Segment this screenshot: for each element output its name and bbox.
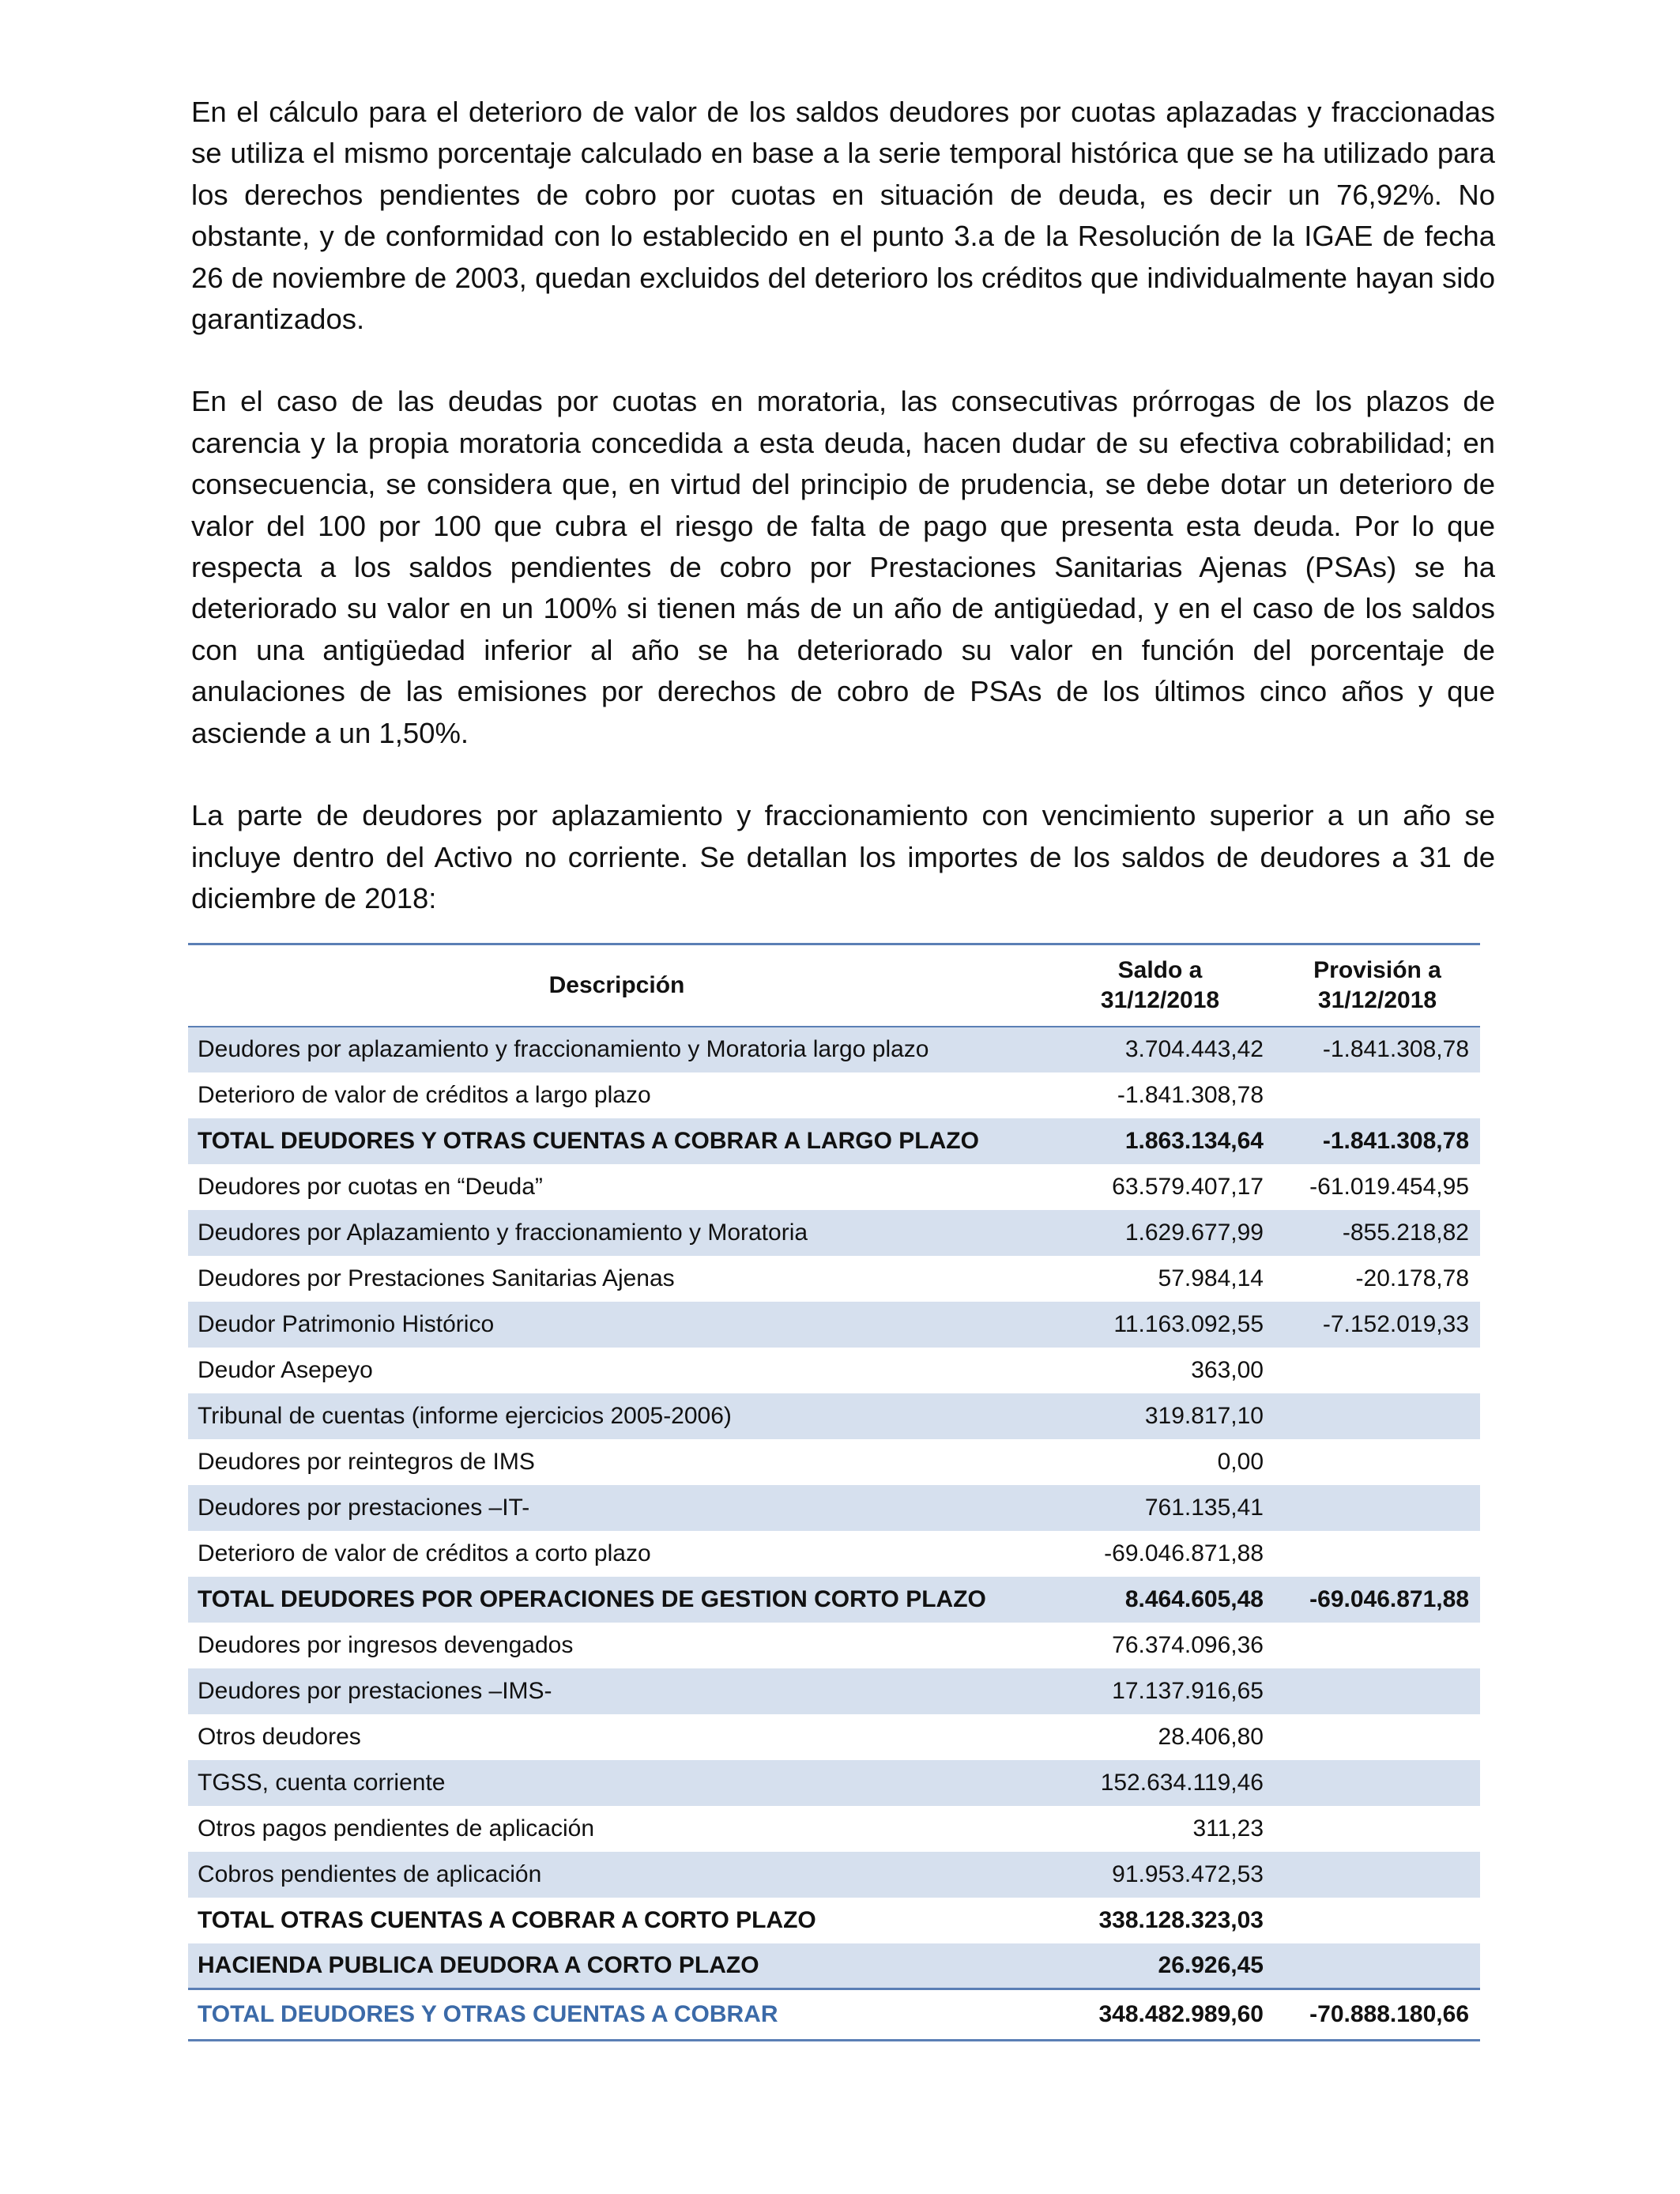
table-body (188, 1027, 1480, 2041)
cell-desc: Deudores por aplazamiento y fraccionamiento y Moratoria largo plazo (188, 1027, 1045, 1072)
cell-provision: -1.841.308,78 (1275, 1027, 1480, 1072)
cell-saldo: 8.464.605,48 (1045, 1577, 1275, 1623)
header-saldo-line2: 31/12/2018 (1100, 986, 1220, 1013)
cell-provision (1275, 1485, 1480, 1531)
cell-desc: Tribunal de cuentas (informe ejercicios 2005-2006) (188, 1393, 1045, 1439)
cell-desc: TOTAL DEUDORES Y OTRAS CUENTAS A COBRAR A LARGO PLAZO (188, 1118, 1045, 1164)
cell-provision (1275, 1760, 1480, 1806)
header-provision (1275, 944, 1480, 1027)
cell-desc: TOTAL DEUDORES Y OTRAS CUENTAS A COBRAR (188, 1989, 1045, 2041)
table-row (188, 1898, 1480, 1943)
cell-provision (1275, 1439, 1480, 1485)
cell-saldo: 91.953.472,53 (1045, 1852, 1275, 1898)
cell-provision: -1.841.308,78 (1275, 1118, 1480, 1164)
table-row (188, 1118, 1480, 1164)
cell-desc: Deudores por ingresos devengados (198, 1631, 574, 1658)
cell-provision: -7.152.019,33 (1275, 1302, 1480, 1348)
table-row (188, 1760, 1480, 1806)
cell-provision (1275, 1348, 1480, 1393)
cell-provision (1275, 1531, 1480, 1577)
cell-provision (1275, 1852, 1480, 1898)
table-row (188, 1164, 1480, 1210)
header-saldo (1045, 944, 1275, 1027)
cell-saldo: 28.406,80 (1158, 1723, 1264, 1750)
cell-provision (1275, 1393, 1480, 1439)
cell-saldo: 761.135,41 (1045, 1485, 1275, 1531)
cell-provision (1275, 1668, 1480, 1714)
cell-saldo: 0,00 (1217, 1448, 1264, 1475)
table-row (188, 1852, 1480, 1898)
cell-desc: Deudores por Prestaciones Sanitarias Ajenas (198, 1265, 675, 1291)
table-row (188, 1393, 1480, 1439)
cell-desc: Deudores por reintegros de IMS (198, 1448, 535, 1475)
cell-provision (1275, 1806, 1480, 1852)
table-row (188, 1302, 1480, 1348)
cell-desc: Deudor Asepeyo (198, 1356, 373, 1383)
debtors-table (188, 943, 1480, 2041)
table-row (188, 1668, 1480, 1714)
table-header-row (188, 944, 1480, 1027)
paragraph-2: En el caso de las deudas por cuotas en moratoria, las consecutivas prórrogas de los plazos de carencia y la propia moratoria concedida a esta deuda, hacen dudar de su efectiva cobrabilidad; en consecuencia, se considera que, en virtud del principio de prudencia, se debe dotar un deterioro de valor del 100 por 100 que cubra el riesgo de falta de pago que presenta esta deuda. Por lo que respecta a los saldos pendientes de cobro por Prestaciones Sanitarias Ajenas (PSAs) se ha deteriorado su valor en un 100% si tienen más de un año de antigüedad, y en el caso de los saldos con una antigüedad inferior al año se ha deteriorado su valor en función del porcentaje de anulaciones de las emisiones por derechos de cobro de PSAs de los últimos cinco años y que asciende a un 1,50%. (191, 385, 1495, 749)
cell-provision (1275, 1623, 1480, 1668)
table-row (188, 1027, 1480, 1072)
cell-saldo: 1.629.677,99 (1045, 1210, 1275, 1256)
cell-saldo: -1.841.308,78 (1117, 1081, 1264, 1108)
table-row-grand-total (188, 1989, 1480, 2041)
cell-provision (1275, 1898, 1480, 1943)
table-row (188, 1256, 1480, 1302)
debtors-table-wrapper (188, 943, 1480, 2041)
cell-saldo: -69.046.871,88 (1104, 1540, 1264, 1566)
cell-desc: Deterioro de valor de créditos a largo plazo (198, 1081, 651, 1108)
cell-desc: Deudores por prestaciones –IT- (188, 1485, 1045, 1531)
cell-saldo: 348.482.989,60 (1045, 1989, 1275, 2041)
table-row (188, 1623, 1480, 1668)
header-descripcion: Descripción (188, 944, 1045, 1027)
table-row (188, 1485, 1480, 1531)
cell-saldo: 311,23 (1192, 1815, 1264, 1842)
cell-saldo: 17.137.916,65 (1045, 1668, 1275, 1714)
cell-desc: Deudor Patrimonio Histórico (188, 1302, 1045, 1348)
cell-provision (1275, 1714, 1480, 1760)
cell-saldo: 338.128.323,03 (1098, 1906, 1264, 1933)
cell-desc: Deudores por prestaciones –IMS- (188, 1668, 1045, 1714)
cell-provision (1275, 1943, 1480, 1989)
document-body (191, 92, 1495, 919)
table-row (188, 1439, 1480, 1485)
cell-desc: Deudores por Aplazamiento y fraccionamiento y Moratoria (188, 1210, 1045, 1256)
cell-saldo: 3.704.443,42 (1045, 1027, 1275, 1072)
table-row (188, 1943, 1480, 1989)
cell-desc: Cobros pendientes de aplicación (188, 1852, 1045, 1898)
header-provision-line2: 31/12/2018 (1317, 986, 1437, 1013)
cell-saldo: 57.984,14 (1158, 1265, 1264, 1291)
cell-provision: -70.888.180,66 (1275, 1989, 1480, 2041)
table-row (188, 1210, 1480, 1256)
paragraph-1: En el cálculo para el deterioro de valor de los saldos deudores por cuotas aplazadas y fraccionadas se utiliza el mismo porcentaje calculado en base a la serie temporal histórica que se ha utilizado para los derechos pendientes de cobro por cuotas en situación de deuda, es decir un 76,92%. No obstante, y de conformidad con lo establecido en el punto 3.a de la Resolución de la IGAE de fecha 26 de noviembre de 2003, quedan excluidos del deterioro los créditos que individualmente hayan sido garantizados. (191, 96, 1495, 336)
table-row (188, 1714, 1480, 1760)
cell-provision: -855.218,82 (1275, 1210, 1480, 1256)
table-row (188, 1348, 1480, 1393)
table-row (188, 1531, 1480, 1577)
header-saldo-line1: Saldo a (1117, 956, 1203, 983)
cell-provision: -69.046.871,88 (1275, 1577, 1480, 1623)
cell-saldo: 1.863.134,64 (1045, 1118, 1275, 1164)
cell-provision (1275, 1072, 1480, 1118)
header-provision-line1: Provisión a (1313, 956, 1441, 983)
cell-saldo: 11.163.092,55 (1045, 1302, 1275, 1348)
cell-saldo: 152.634.119,46 (1045, 1760, 1275, 1806)
table-row (188, 1577, 1480, 1623)
cell-provision: -61.019.454,95 (1309, 1173, 1469, 1200)
cell-desc: Otros deudores (198, 1723, 361, 1750)
cell-desc: TOTAL OTRAS CUENTAS A COBRAR A CORTO PLAZO (198, 1906, 816, 1933)
cell-desc: HACIENDA PUBLICA DEUDORA A CORTO PLAZO (188, 1943, 1045, 1989)
cell-desc: Deterioro de valor de créditos a corto plazo (198, 1540, 651, 1566)
cell-saldo: 363,00 (1191, 1356, 1264, 1383)
table-row (188, 1072, 1480, 1118)
paragraph-3: La parte de deudores por aplazamiento y fraccionamiento con vencimiento superior a un año se incluye dentro del Activo no corriente. Se detallan los importes de los saldos de deudores a 31 de diciembre de 2018: (191, 799, 1495, 914)
cell-desc: TGSS, cuenta corriente (188, 1760, 1045, 1806)
cell-saldo: 76.374.096,36 (1112, 1631, 1264, 1658)
cell-provision: -20.178,78 (1355, 1265, 1469, 1291)
cell-desc: Otros pagos pendientes de aplicación (198, 1815, 595, 1842)
cell-desc: TOTAL DEUDORES POR OPERACIONES DE GESTION CORTO PLAZO (188, 1577, 1045, 1623)
cell-saldo: 26.926,45 (1045, 1943, 1275, 1989)
cell-saldo: 63.579.407,17 (1112, 1173, 1264, 1200)
cell-desc: Deudores por cuotas en “Deuda” (198, 1173, 543, 1200)
table-row (188, 1806, 1480, 1852)
cell-saldo: 319.817,10 (1045, 1393, 1275, 1439)
